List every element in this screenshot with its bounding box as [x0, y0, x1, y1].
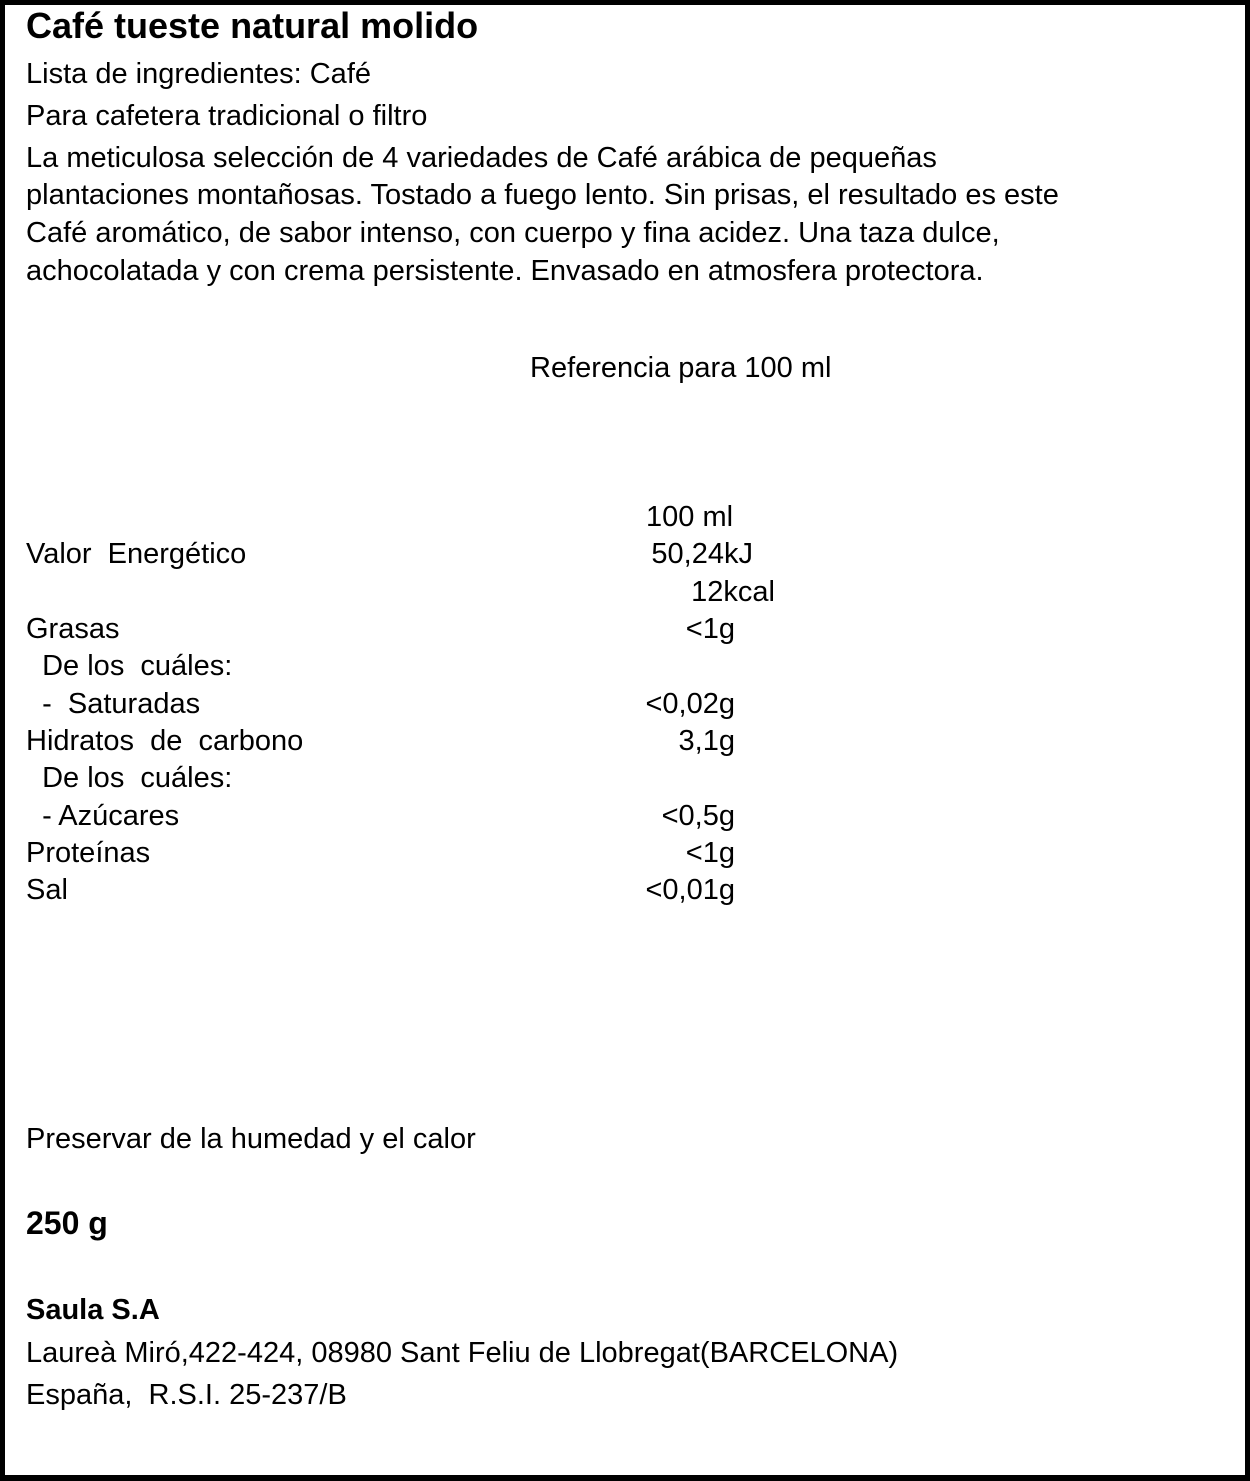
nutrient-label-fat: Grasas — [26, 613, 120, 645]
description-line: plantaciones montañosas. Tostado a fuego lento. Sin prisas, el resultado es este — [26, 179, 1059, 211]
nutrient-label-energy: Valor Energético — [26, 538, 247, 570]
manufacturer-address: Laureà Miró,422-424, 08980 Sant Feliu de Llobregat(BARCELONA) — [26, 1337, 899, 1369]
nutrient-value-energy-kcal: 12kcal — [691, 576, 775, 608]
nutrient-label-carbohydrates: Hidratos de carbono — [26, 725, 304, 757]
usage-text: Para cafetera tradicional o filtro — [26, 100, 428, 132]
description-line: Café aromático, de sabor intenso, con cuerpo y fina acidez. Una taza dulce, — [26, 217, 1000, 249]
nutrient-sublabel: De los cuáles: — [26, 650, 233, 682]
nutrient-value-salt: <0,01g — [645, 874, 735, 906]
nutrient-value-fat: <1g — [685, 613, 735, 645]
manufacturer-name: Saula S.A — [26, 1294, 160, 1326]
nutrient-value-carbohydrates: 3,1g — [678, 725, 735, 757]
nutrient-value-energy-kj: 50,24kJ — [651, 538, 753, 570]
nutrient-label-protein: Proteínas — [26, 837, 151, 869]
nutrition-reference: Referencia para 100 ml — [530, 352, 832, 384]
nutrient-value-sugars: <0,5g — [661, 800, 735, 832]
ingredients-list: Lista de ingredientes: Café — [26, 58, 371, 90]
nutrient-value-protein: <1g — [685, 837, 735, 869]
product-title: Café tueste natural molido — [26, 5, 479, 46]
net-weight: 250 g — [26, 1205, 108, 1241]
nutrient-value-saturated: <0,02g — [645, 688, 735, 720]
description-line: achocolatada y con crema persistente. Envasado en atmosfera protectora. — [26, 255, 984, 287]
nutrient-label-sugars: - Azúcares — [26, 800, 180, 832]
nutrition-column-header: 100 ml — [646, 501, 734, 533]
nutrient-label-salt: Sal — [26, 874, 68, 906]
storage-instructions: Preservar de la humedad y el calor — [26, 1123, 476, 1155]
nutrient-sublabel: De los cuáles: — [26, 762, 233, 794]
manufacturer-country-rsi: España, R.S.I. 25-237/B — [26, 1379, 347, 1411]
nutrient-label-saturated: - Saturadas — [26, 688, 201, 720]
description-line: La meticulosa selección de 4 variedades de Café arábica de pequeñas — [26, 142, 937, 174]
